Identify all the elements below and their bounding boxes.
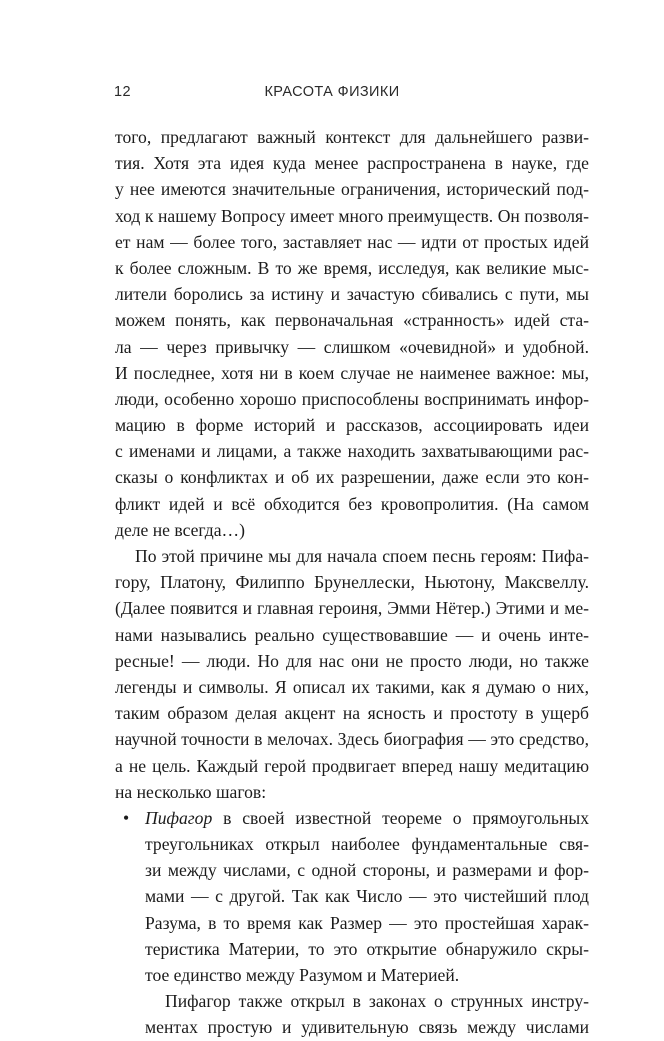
text-line: Пифагор также открыл в законах о струнных инстру- — [165, 991, 589, 1012]
paragraph — [115, 988, 589, 1040]
text-line: тое единство между Разумом и Материей. — [145, 965, 460, 985]
body-text — [115, 124, 589, 1041]
text-line: того, предлагают важный контекст для дальнейшего разви- — [115, 127, 589, 147]
text-line: ментах простую и удивительную связь между числами — [145, 1017, 589, 1038]
text-line: ет нам — более того, заставляет нас — идти от простых идей — [115, 231, 589, 252]
text-line: тия. Хотя эта идея куда менее распространена в науке, где — [115, 153, 589, 174]
text-line: а не цель. Каждый герой продвигает вперед нашу медитацию — [115, 755, 589, 776]
text-line: мацию в форме историй и рассказов, ассоциировать идеи — [115, 415, 589, 436]
text-line: нами назывались реально существовавшие — и очень инте- — [115, 624, 589, 645]
text-line: сказы о конфликтах и об их разрешении, даже если это кон- — [115, 467, 589, 488]
text-line: к более сложным. В то же время, исследуя, как великие мыс- — [115, 257, 589, 278]
paragraph — [115, 543, 589, 805]
text-line: треугольниках открыл наиболее фундаментальные свя- — [145, 834, 589, 855]
running-title: КРАСОТА ФИЗИКИ — [264, 84, 400, 100]
page-number: 12 — [114, 84, 131, 100]
text-line: мами — с другой. Так как Число — это чистейший плод — [145, 886, 589, 907]
text-line: можем понять, как первоначальная «странность» идей ста- — [115, 310, 589, 331]
text-line: научной точности в мелочах. Здесь биография — это средство, — [115, 729, 589, 750]
text-line: люди, особенно хорошо приспособлены воспринимать инфор- — [115, 388, 589, 409]
bullet-marker: • — [123, 807, 130, 828]
text-line — [115, 805, 589, 831]
text-line: лители боролись за истину и зачастую сбивались с пути, мы — [115, 284, 589, 305]
running-head — [0, 84, 664, 104]
text-line: ла — через привычку — слишком «очевидной» и удобной. — [115, 336, 589, 357]
text-line: (Далее появится и главная героиня, Эмми Нётер.) Этими и ме- — [115, 598, 589, 619]
text-line: деле не всегда…) — [115, 519, 245, 540]
text-line: с именами и лицами, а также находить захватывающими рас- — [115, 441, 589, 462]
bullet-list-item — [115, 805, 589, 988]
text-line: фликт идей и всё обходится без кровопролития. (На самом — [115, 493, 589, 514]
text-line: зи между числами, с одной стороны, и размерами и фор- — [145, 860, 589, 881]
text-line: легенды и символы. Я описал их такими, как я думаю о них, — [115, 676, 589, 697]
text-line: у нее имеются значительные ограничения, исторический под- — [115, 179, 589, 200]
text-fragment: в своей известной теореме о прямоугольных — [212, 807, 589, 828]
text-line: ход к нашему Вопросу имеет много преимуществ. Он позволя- — [115, 205, 589, 226]
paragraph — [115, 124, 589, 543]
text-line: гору, Платону, Филиппо Брунеллески, Ньютону, Максвеллу. — [115, 572, 589, 593]
text-line: теристика Материи, то это открытие обнаружило скры- — [145, 938, 589, 959]
text-line: таким образом делая акцент на ясность и простоту в ущерб — [115, 703, 589, 724]
text-line: Разума, в то время как Размер — это простейшая харак- — [145, 912, 589, 933]
text-line: И последнее, хотя ни в коем случае не наименее важное: мы, — [115, 362, 589, 383]
text-line: ресные! — люди. Но для нас они не просто люди, но также — [115, 650, 589, 671]
text-line: По этой причине мы для начала споем песнь героям: Пифа- — [135, 546, 589, 566]
hero-name: Пифагор — [145, 807, 213, 828]
text-line: на несколько шагов: — [115, 781, 267, 802]
